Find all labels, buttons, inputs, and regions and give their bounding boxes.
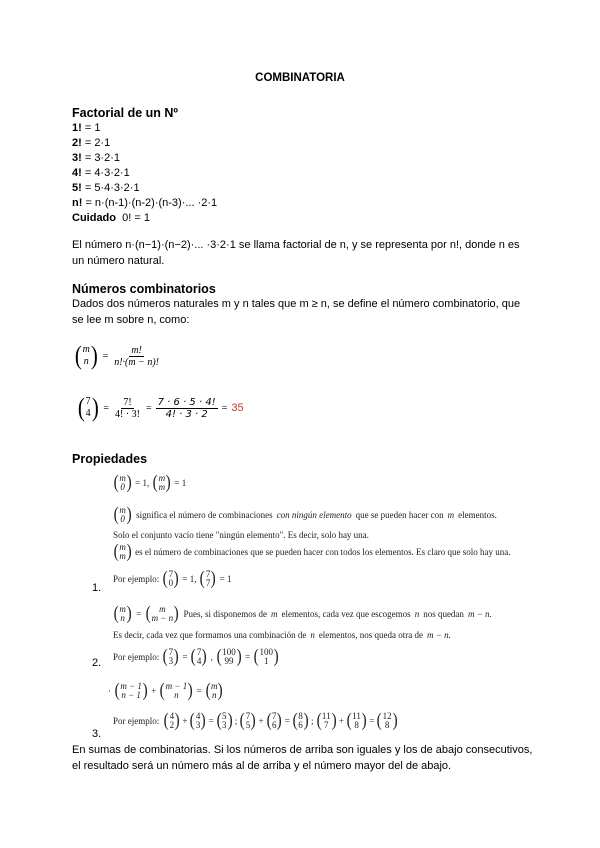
prop-example-2: Por ejemplo: ( 7 3 ) = ( 7 4 ) , ( 100 99 ) = ( 100 1 ) <box>113 646 279 667</box>
prop-desc-2: Solo el conjunto vacío tiene "ningún elemento". Es decir, solo hay una. <box>113 530 369 540</box>
binomial-7-4: ( 7 4 ) <box>77 393 99 422</box>
propiedades-heading: Propiedades <box>72 452 148 466</box>
factorial-line-2: 2! = 2·1 <box>72 137 111 149</box>
prop-desc-3: ( m m ) es el número de combinaciones que se pueden hacer con todos los elementos. Es claro que solo hay una. <box>113 541 511 562</box>
factorial-line-5: 5! = 5·4·3·2·1 <box>72 182 140 194</box>
example-fraction-2: $\frac{7 \cdot 6 \cdot 5 \cdot 4!}{4! \cdot 3 \cdot 2}$ <box>157 396 216 420</box>
prop-example-1: Por ejemplo: ( 7 0 ) = 1, ( 7 7 ) = 1 <box>113 568 232 589</box>
closing-paragraph: En sumas de combinatorias. Si los números de arriba son iguales y los de abajo consecutivos, el resultado será un número más al de arriba y el número mayor del de abajo. <box>72 744 533 772</box>
page-title: COMBINATORIA <box>255 72 345 84</box>
combinatorios-heading: Números combinatorios <box>72 282 216 296</box>
example-result: 35 <box>231 402 244 414</box>
prop-base-equality: ( m 0 ) = 1, ( m m ) = 1 <box>113 472 187 493</box>
factorial-list <box>72 121 217 226</box>
factorial-line-3: 3! = 3·2·1 <box>72 152 120 164</box>
factorial-heading: Factorial de un Nº <box>72 106 178 120</box>
prop-symmetry: ( m n ) = ( m m − n ) Pues, si disponemos de m elementos, cada vez que escogemos n nos quedan m − n. <box>113 603 492 624</box>
prop-symmetry-line-2: Es decir, cada vez que formamos una combinación de n elementos, nos queda otra de m − n. <box>113 630 451 640</box>
prop-desc-1: ( m 0 ) significa el número de combinaciones con ningún elemento que se pueden hacer con m elementos. <box>113 504 497 525</box>
item-number-2: 2. <box>92 657 102 669</box>
factorial-line-1: 1! = 1 <box>72 122 101 134</box>
binomial-m-n: ( m n ) <box>74 341 98 370</box>
combinatorio-example: ( 7 4 ) = $\frac{7!}{4! \cdot 3!}$ = $\frac{7 \cdot 6 \cdot 5 \cdot 4!}{4! \cdot 3 \cdot 2}$ = 35 <box>77 393 244 422</box>
prop-sum-rule: · ( m − 1 n − 1 ) + ( m − 1 n ) = ( m n ) <box>108 680 224 701</box>
factorial-line-4: 4! = 4·3·2·1 <box>72 167 130 179</box>
example-fraction-1: $\frac{7!}{4! \cdot 3!}$ <box>114 396 140 420</box>
formula-fraction: $\frac{m!}{n!\cdot(m - n)!}$ <box>114 344 160 368</box>
factorial-paragraph: El número n·(n−1)·(n−2)·... ·3·2·1 se llama factorial de n, y se representa por n!, donde n es un número natural. <box>72 239 520 267</box>
item-number-1: 1. <box>92 582 102 594</box>
combinatorios-paragraph: Dados dos números naturales m y n tales que m ≥ n, se define el número combinatorio, que se lee m sobre n, como: <box>72 298 521 326</box>
combinatorio-formula: ( m n ) = $\frac{m!}{n!\cdot(m - n)!}$ <box>74 341 160 370</box>
prop-example-3: Por ejemplo: ( 4 2 ) + ( 4 3 ) = ( 5 3 ) ; ( 7 5 ) + ( 7 6 ) = ( 8 6 ) ; ( 11 7 ) + ( 11 8 ) = ( 12 8 ) <box>113 710 398 731</box>
factorial-caution: Cuidado 0! = 1 <box>72 212 150 224</box>
factorial-line-n: n! = n·(n-1)·(n-2)·(n-3)·... ·2·1 <box>72 197 218 209</box>
item-number-3: 3. <box>92 728 102 740</box>
